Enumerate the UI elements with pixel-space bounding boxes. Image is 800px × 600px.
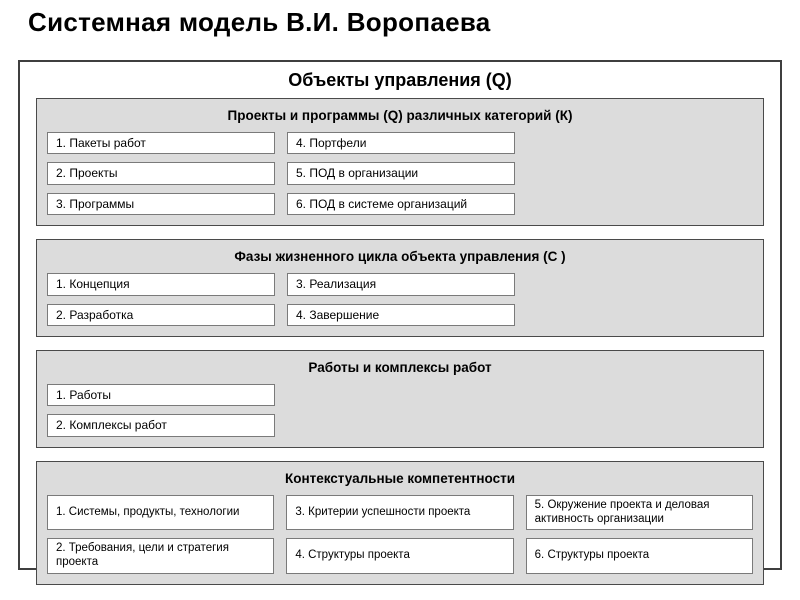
section-lifecycle-phases <box>36 239 764 337</box>
list-item: 5. ПОД в организации <box>287 162 515 184</box>
list-item: 5. Окружение проекта и деловая активность организации <box>526 495 753 531</box>
list-item: 3. Программы <box>47 193 275 215</box>
list-item: 1. Работы <box>47 384 275 406</box>
list-item: 6. Структуры проекта <box>526 538 753 574</box>
panel-title: Объекты управления (Q) <box>288 70 512 90</box>
list-item: 3. Критерии успешности проекта <box>286 495 513 531</box>
list-item: 2. Проекты <box>47 162 275 184</box>
list-item: 1. Концепция <box>47 273 275 295</box>
list-item: 3. Реализация <box>287 273 515 295</box>
section-projects-programs <box>36 98 764 226</box>
list-item: 2. Требования, цели и стратегия проекта <box>47 538 274 574</box>
section-works <box>36 350 764 448</box>
section-title: Фазы жизненного цикла объекта управления (С ) <box>234 249 566 265</box>
list-item: 4. Портфели <box>287 132 515 154</box>
list-item: 4. Завершение <box>287 304 515 326</box>
list-item: 1. Системы, продукты, технологии <box>47 495 274 531</box>
objects-panel <box>18 60 782 570</box>
list-item: 2. Разработка <box>47 304 275 326</box>
list-item: 6. ПОД в системе организаций <box>287 193 515 215</box>
section-items <box>47 132 753 215</box>
section-items <box>47 384 753 437</box>
section-items <box>47 495 753 574</box>
section-title: Работы и комплексы работ <box>308 359 492 375</box>
list-item: 4. Структуры проекта <box>286 538 513 574</box>
page-title: Системная модель В.И. Воропаева <box>28 7 491 37</box>
list-item: 2. Комплексы работ <box>47 414 275 436</box>
list-item: 1. Пакеты работ <box>47 132 275 154</box>
section-contextual-competencies <box>36 461 764 585</box>
section-title: Проекты и программы (Q) различных категорий (К) <box>227 108 573 123</box>
section-items <box>47 273 753 326</box>
section-title: Контекстуальные компетентности <box>284 470 516 486</box>
